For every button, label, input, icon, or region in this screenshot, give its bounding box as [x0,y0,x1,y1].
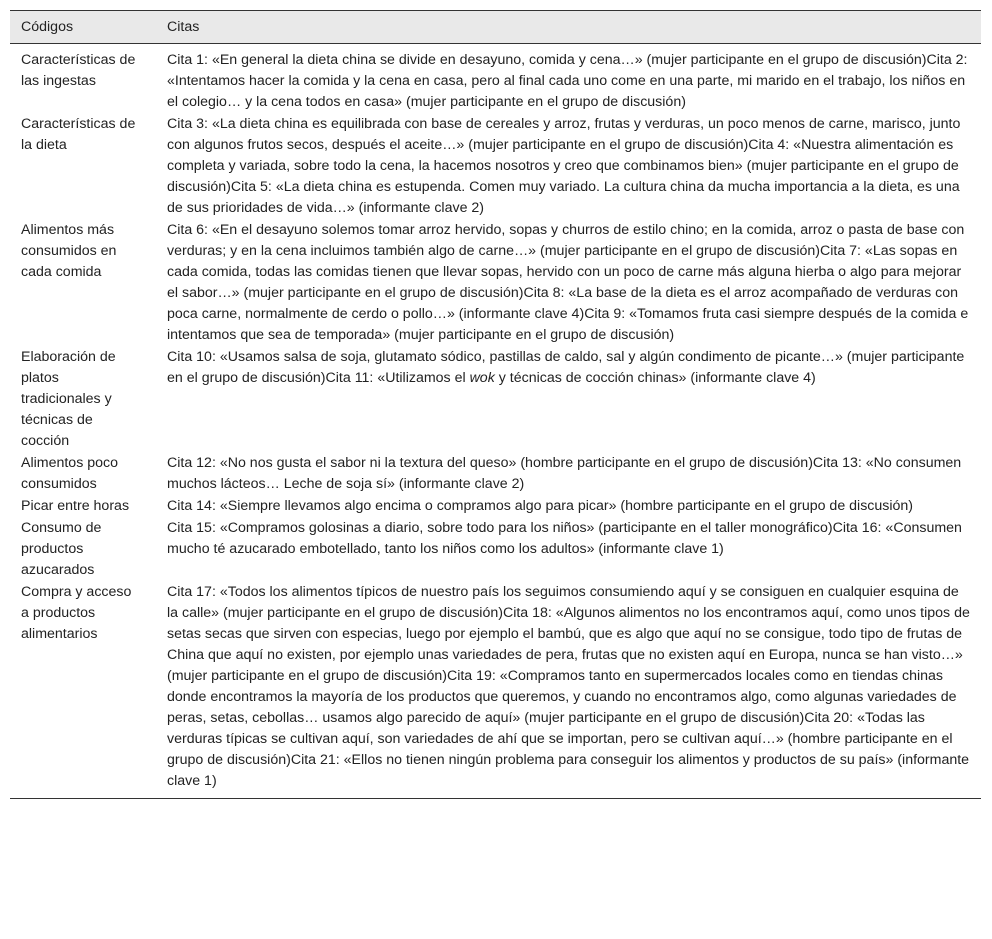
header-codigos: Códigos [10,11,156,44]
cita-text: Cita 12: «No nos gusta el sabor ni la textura del queso» (hombre participante en el grupo de discusión) [167,455,813,471]
cita-text: Cita 13: «No consumen muchos lácteos… Leche de soja sí» (informante clave 2) [167,455,962,492]
cita-text: Cita 11: «Utilizamos el [325,370,470,386]
header-citas: Citas [156,11,981,44]
row-citas [156,44,981,115]
cita-text: Cita 4: «Nuestra alimentación es completa y variada, sobre todo la cena, la hacemos nosotros y creo que combinamos bien» (mujer participante en el grupo de discusión) [167,137,959,195]
row-codigo: Características de la dieta [21,116,136,153]
table-row [10,453,981,496]
cita-text: Cita 17: «Todos los alimentos típicos de nuestro país los seguimos consumiendo aquí y se consiguen en cualquier esquina de la calle» (mujer participante en el grupo de discusión) [167,584,959,621]
row-citas [156,496,981,518]
table-row [10,496,981,518]
row-codigo: Características de las ingestas [21,52,136,89]
cita-text: Cita 7: «Las sopas en cada comida, todas las comidas tienen que llevar sopas, hervido con un poco de carne más alguna hierba o algo para mejorar el sabor…» (mujer participante en el grupo de discusión) [167,243,962,301]
quotes-table [10,10,981,799]
cita-text: Cita 10: «Usamos salsa de soja, glutamato sódico, pastillas de caldo, sal y algún condimento de picante…» (mujer participante en el grupo de discusión) [167,349,965,386]
cita-text: Cita 9: «Tomamos fruta casi siempre después de la comida e intentamos que sea de temporada» (mujer participante en el grupo de discusión) [167,306,969,343]
cita-text: Cita 21: «Ellos no tienen ningún problema para conseguir los alimentos y productos de su país» (informante clave 1) [167,752,970,789]
row-citas [156,518,981,582]
row-codigo: Elaboración de platos tradicionales y técnicas de cocción [21,349,116,449]
row-citas [156,347,981,453]
row-codigo: Alimentos más consumidos en cada comida [21,222,117,280]
row-codigo: Consumo de productos azucarados [21,520,102,578]
cita-text: Cita 19: «Compramos tanto en supermercados locales como en tiendas chinas donde encontramos la mayoría de los productos que queremos, y cuando no encontramos algo, como algunas variedades de peras, setas, cebollas… usamos algo parecido de aquí» (mujer participante en el grupo de discusión) [167,668,957,726]
table-row [10,518,981,582]
row-citas [156,114,981,220]
cita-text: Cita 20: «Todas las verduras típicas se cultivan aquí, son variedades de ahí que se importan, pero se cultivan aquí…» (hombre participante en el grupo de discusión) [167,710,953,768]
row-codigo: Alimentos poco consumidos [21,455,118,492]
table-row [10,582,981,799]
row-citas [156,453,981,496]
cita-text: Cita 2: «Intentamos hacer la comida y la cena en casa, pero al final cada uno come en una parte, mi marido en el trabajo, los niños en el colegio… y la cena todos en casa» (mujer participante en el grupo de discusión) [167,52,968,110]
row-codigo: Picar entre horas [21,498,130,514]
cita-text: Cita 14: «Siempre llevamos algo encima o compramos algo para picar» (hombre participante en el grupo de discusión) [167,498,914,514]
cita-text: Cita 5: «La dieta china es estupenda. Comen muy variado. La cultura china da mucha importancia a la dieta, es una de sus prioridades de vida…» (informante clave 2) [167,179,960,216]
cita-text: Cita 1: «En general la dieta china se divide en desayuno, comida y cena…» (mujer participante en el grupo de discusión) [167,52,927,68]
table-row [10,220,981,347]
row-citas [156,582,981,799]
table-row [10,114,981,220]
cita-text: Cita 15: «Compramos golosinas a diario, sobre todo para los niños» (participante en el taller monográfico) [167,520,833,536]
table-body [10,44,981,799]
cita-text: y técnicas de cocción chinas» (informante clave 4) [494,370,816,386]
cita-text: Cita 18: «Algunos alimentos no los encontramos aquí, como unos tipos de setas secas que sirven con especias, luego por ejemplo el bambú, que es algo que aquí no se consigue, todo tipo de frutas de China que aquí no existen, por ejemplo unas variedades de pera, frutas que no existen aquí en Europa, nunca se han visto…» (mujer participante en el grupo de discusión) [167,605,970,684]
cita-text: Cita 8: «La base de la dieta es el arroz acompañado de verduras con poca carne, normalmente de cerdo o pollo…» (informante clave 4) [167,285,959,322]
table-header-row [10,11,981,44]
table-row [10,44,981,115]
quotes-table-container [10,10,981,799]
row-citas [156,220,981,347]
cita-text: Cita 3: «La dieta china es equilibrada con base de cereales y arroz, frutas y verduras, un poco menos de carne, marisco, junto con algunos frutos secos, después el aceite…» (mujer participante en el grupo de discusión) [167,116,961,153]
table-row [10,347,981,453]
cita-emphasis: wok [469,370,495,386]
cita-text: Cita 16: «Consumen mucho té azucarado embotellado, tanto los niños como los adultos» (informante clave 1) [167,520,962,557]
cita-text: Cita 6: «En el desayuno solemos tomar arroz hervido, sopas y churros de estilo chino; en la comida, arroz o pasta de base con verduras; y en la cena incluimos también algo de carne…» (mujer participante en el grupo de discusión) [167,222,965,259]
row-codigo: Compra y acceso a productos alimentarios [10,582,156,799]
